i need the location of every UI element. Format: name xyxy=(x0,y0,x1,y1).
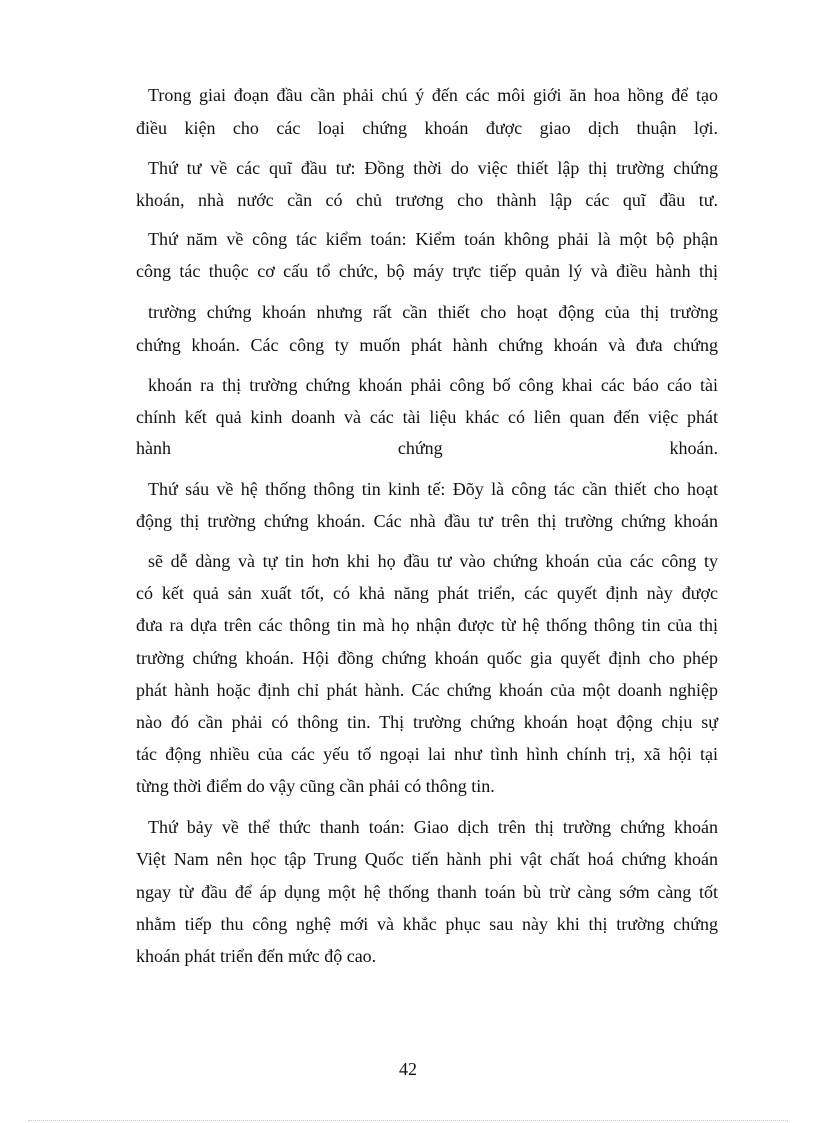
text-line: phát hành hoặc định chỉ phát hành. Các chứng khoán của một doanh nghiệp xyxy=(136,680,718,700)
text-line: ngay từ đầu để áp dụng một hệ thống thanh toán bù trừ càng sớm càng tốt xyxy=(136,882,718,902)
text-line: hành chứng khoán. xyxy=(136,438,718,458)
text-line: trường chứng khoán nhưng rất cần thiết cho hoạt động của thị trường xyxy=(148,302,718,322)
text-line: chứng khoán. Các công ty muốn phát hành chứng khoán và đưa chứng xyxy=(136,335,718,355)
text-line: trường chứng khoán. Hội đồng chứng khoán quốc gia quyết định cho phép xyxy=(136,648,718,668)
text-line: nhằm tiếp thu công nghệ mới và khắc phục sau này khi thị trường chứng xyxy=(136,914,718,934)
text-line: Thứ tư về các quĩ đầu tư: Đồng thời do việc thiết lập thị trường chứng xyxy=(148,158,718,178)
text-line: Việt Nam nên học tập Trung Quốc tiến hành phi vật chất hoá chứng khoán xyxy=(136,849,718,869)
text-line: khoán, nhà nước cần có chủ trương cho thành lập các quĩ đầu tư. xyxy=(136,190,718,210)
text-line: điều kiện cho các loại chứng khoán được giao dịch thuận lợi. xyxy=(136,118,718,138)
text-line: từng thời điểm do vậy cũng cần phải có thông tin. xyxy=(136,776,495,796)
text-line: Thứ năm về công tác kiểm toán: Kiểm toán không phải là một bộ phận xyxy=(148,229,718,249)
page-bottom-divider xyxy=(28,1120,788,1121)
text-line: động thị trường chứng khoán. Các nhà đầu tư trên thị trường chứng khoán xyxy=(136,511,718,531)
page-number: 42 xyxy=(399,1059,417,1079)
text-line: khoán phát triển đến mức độ cao. xyxy=(136,946,377,966)
text-line: Thứ bảy về thể thức thanh toán: Giao dịch trên thị trường chứng khoán xyxy=(148,817,718,837)
text-line: Thứ sáu về hệ thống thông tin kinh tế: Đõy là công tác cần thiết cho hoạt xyxy=(148,479,718,499)
text-line: nào đó cần phải có thông tin. Thị trường chứng khoán hoạt động chịu sự xyxy=(136,712,718,732)
text-line: Trong giai đoạn đầu cần phải chú ý đến các môi giới ăn hoa hồng để tạo xyxy=(148,85,718,105)
text-line: khoán ra thị trường chứng khoán phải công bố công khai các báo cáo tài xyxy=(148,375,718,395)
text-line: có kết quả sản xuất tốt, có khả năng phát triển, các quyết định này được xyxy=(136,583,718,603)
text-line: chính kết quả kinh doanh và các tài liệu khác có liên quan đến việc phát xyxy=(136,407,718,427)
text-line: tác động nhiều của các yếu tố ngoại lai như tình hình chính trị, xã hội tại xyxy=(136,744,718,764)
text-line: đưa ra dựa trên các thông tin mà họ nhận được từ hệ thống thông tin của thị xyxy=(136,615,718,635)
text-line: sẽ dễ dàng và tự tin hơn khi họ đầu tư vào chứng khoán của các công ty xyxy=(148,551,718,571)
text-line: công tác thuộc cơ cấu tổ chức, bộ máy trực tiếp quản lý và điều hành thị xyxy=(136,261,718,281)
